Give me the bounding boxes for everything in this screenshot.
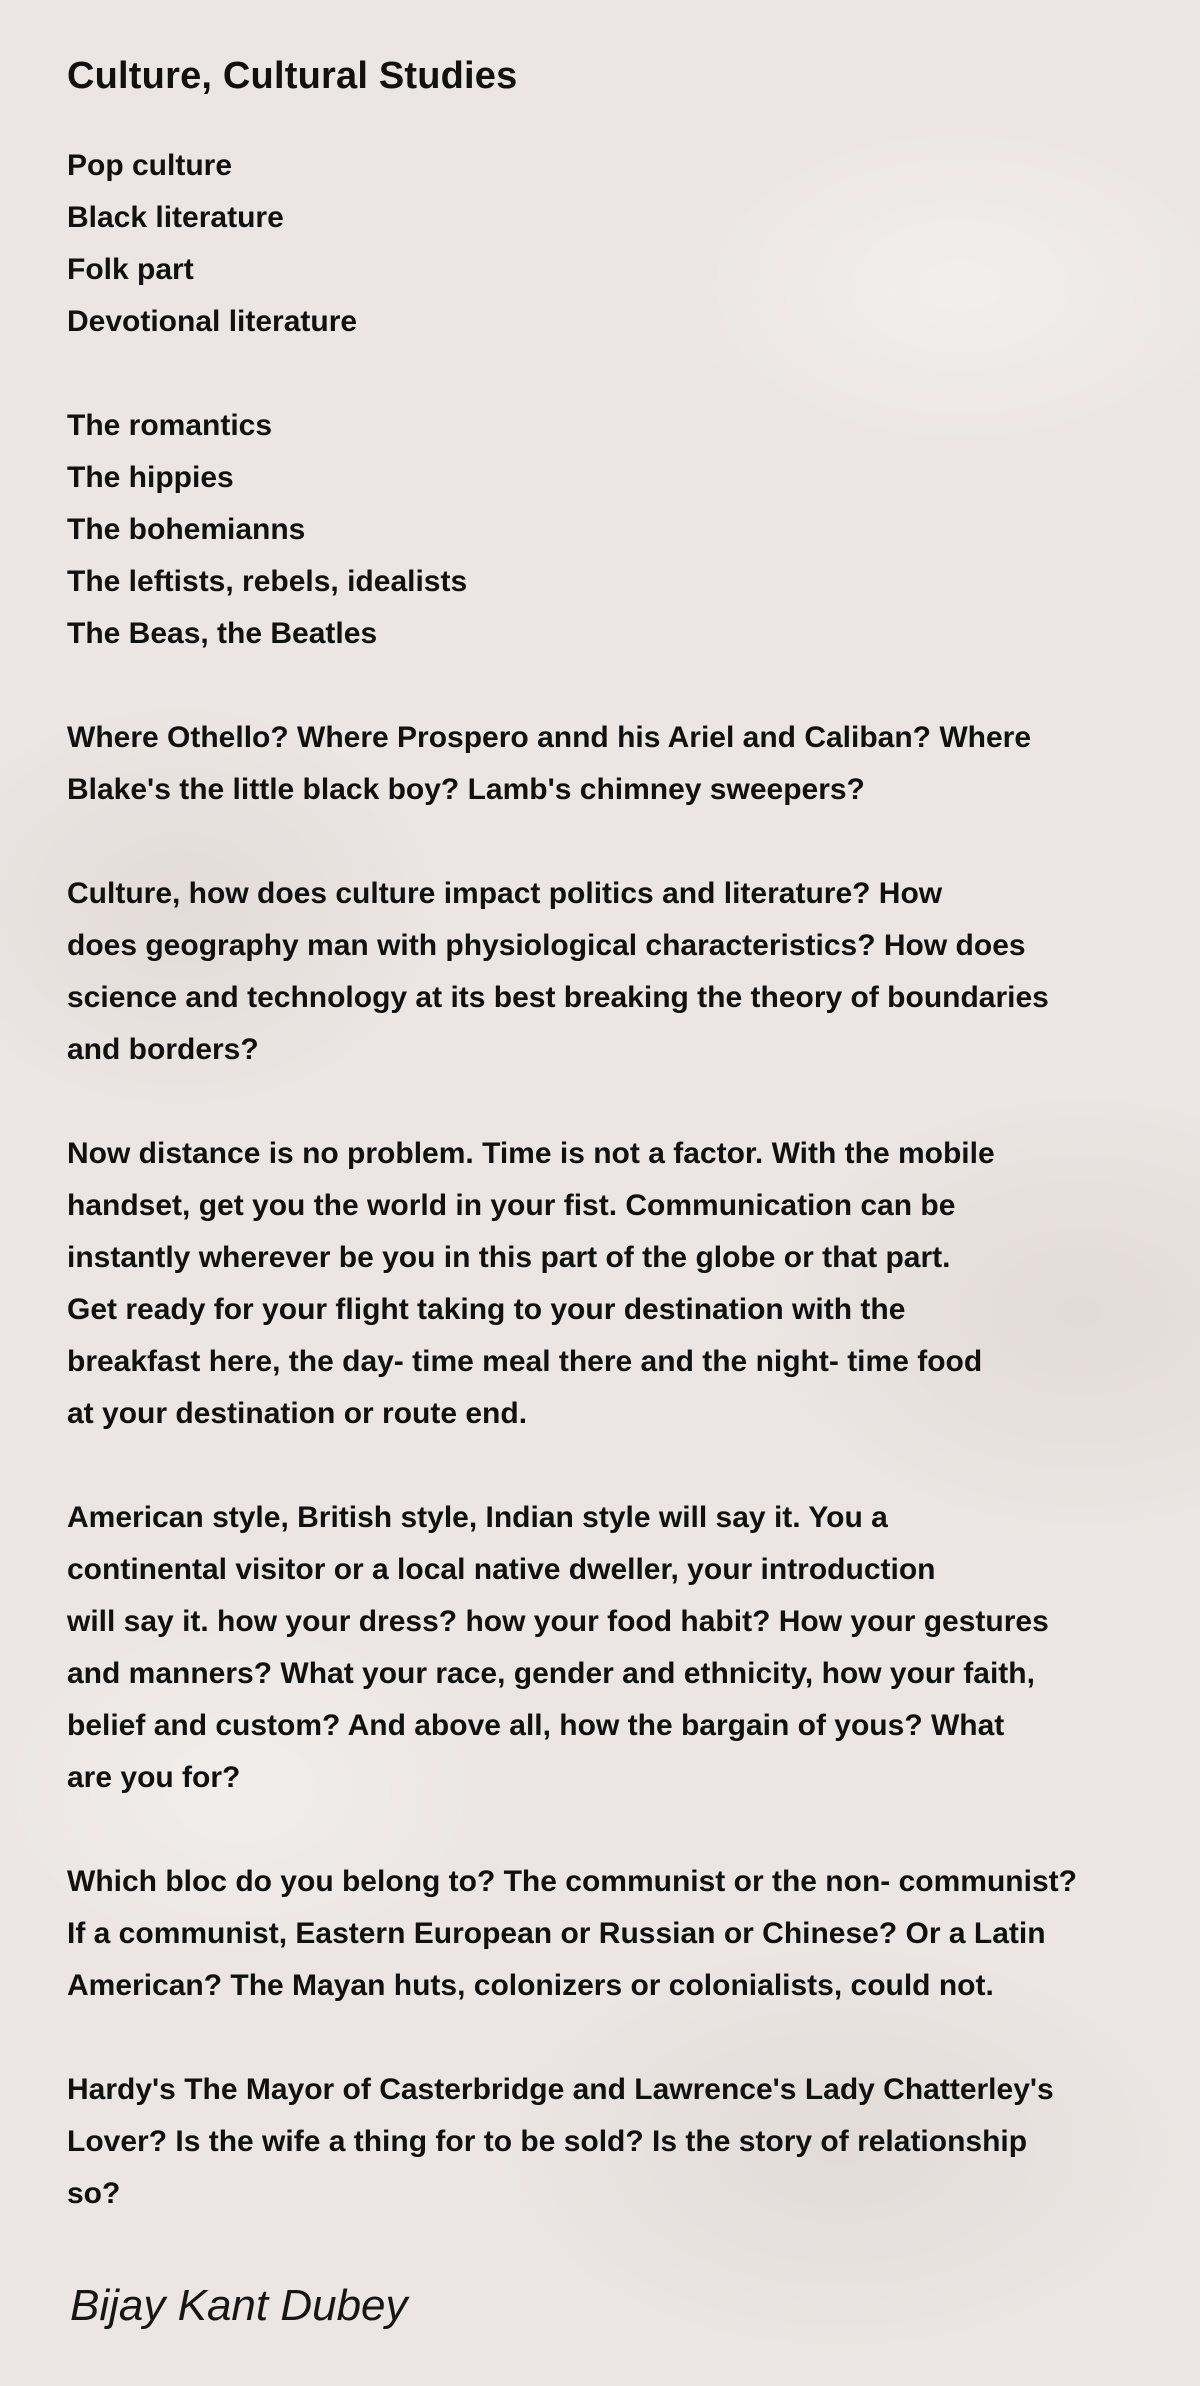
poem-line: Black literature <box>67 201 284 234</box>
poem-line: Lover? Is the wife a thing for to be sold? Is the story of relationship <box>67 2125 1028 2158</box>
poem-line: instantly wherever be you in this part of the globe or that part. <box>67 1241 951 1274</box>
poem-line: continental visitor or a local native dweller, your introduction <box>67 1553 936 1586</box>
poem-line: The leftists, rebels, idealists <box>67 565 468 598</box>
poem-line: science and technology at its best breaking the theory of boundaries <box>67 981 1049 1014</box>
poem-line: American style, British style, Indian style will say it. You a <box>67 1501 888 1534</box>
poem-line: Culture, how does culture impact politics and literature? How <box>67 877 943 910</box>
poem-line: The hippies <box>67 461 234 494</box>
poem-line: at your destination or route end. <box>67 1397 528 1430</box>
poem-line: belief and custom? And above all, how the bargain of yous? What <box>67 1709 1005 1742</box>
poem-line: and manners? What your race, gender and ethnicity, how your faith, <box>67 1657 1035 1690</box>
stanza-1 <box>67 140 1177 348</box>
poem-line: The bohemianns <box>67 513 306 546</box>
stanza-2 <box>67 400 1177 660</box>
poem-line: will say it. how your dress? how your food habit? How your gestures <box>67 1605 1049 1638</box>
stanza-5 <box>67 1128 1177 1440</box>
poem-line: Blake's the little black boy? Lamb's chimney sweepers? <box>67 773 865 806</box>
poem-line: Get ready for your flight taking to your destination with the <box>67 1293 906 1326</box>
poem-body <box>67 140 1177 2220</box>
poem-line: Devotional literature <box>67 305 358 338</box>
poem-line: Folk part <box>67 253 194 286</box>
poem-line: Pop culture <box>67 149 233 182</box>
stanza-3 <box>67 712 1177 816</box>
stanza-7 <box>67 1856 1177 2012</box>
poem-line: does geography man with physiological characteristics? How does <box>67 929 1026 962</box>
poem-line: American? The Mayan huts, colonizers or colonialists, could not. <box>67 1969 994 2002</box>
poem-line: breakfast here, the day- time meal there and the night- time food <box>67 1345 983 1378</box>
poem-line: Now distance is no problem. Time is not a factor. With the mobile <box>67 1137 995 1170</box>
poem-line: are you for? <box>67 1761 241 1794</box>
stanza-4 <box>67 868 1177 1076</box>
poem-line: Which bloc do you belong to? The communist or the non- communist? <box>67 1865 1077 1898</box>
stanza-8 <box>67 2064 1177 2220</box>
poem-line: so? <box>67 2177 121 2210</box>
poem-page <box>67 48 1177 2272</box>
stanza-6 <box>67 1492 1177 1804</box>
poem-line: handset, get you the world in your fist. Communication can be <box>67 1189 956 1222</box>
poem-line: The romantics <box>67 409 273 442</box>
poem-title: Culture, Cultural Studies <box>67 55 518 97</box>
poem-line: If a communist, Eastern European or Russian or Chinese? Or a Latin <box>67 1917 1046 1950</box>
poem-line: Hardy's The Mayor of Casterbridge and Lawrence's Lady Chatterley's <box>67 2073 1054 2106</box>
poem-line: and borders? <box>67 1033 259 1066</box>
poem-line: The Beas, the Beatles <box>67 617 378 650</box>
poem-line: Where Othello? Where Prospero annd his Ariel and Caliban? Where <box>67 721 1032 754</box>
poem-author: Bijay Kant Dubey <box>70 2281 408 2330</box>
